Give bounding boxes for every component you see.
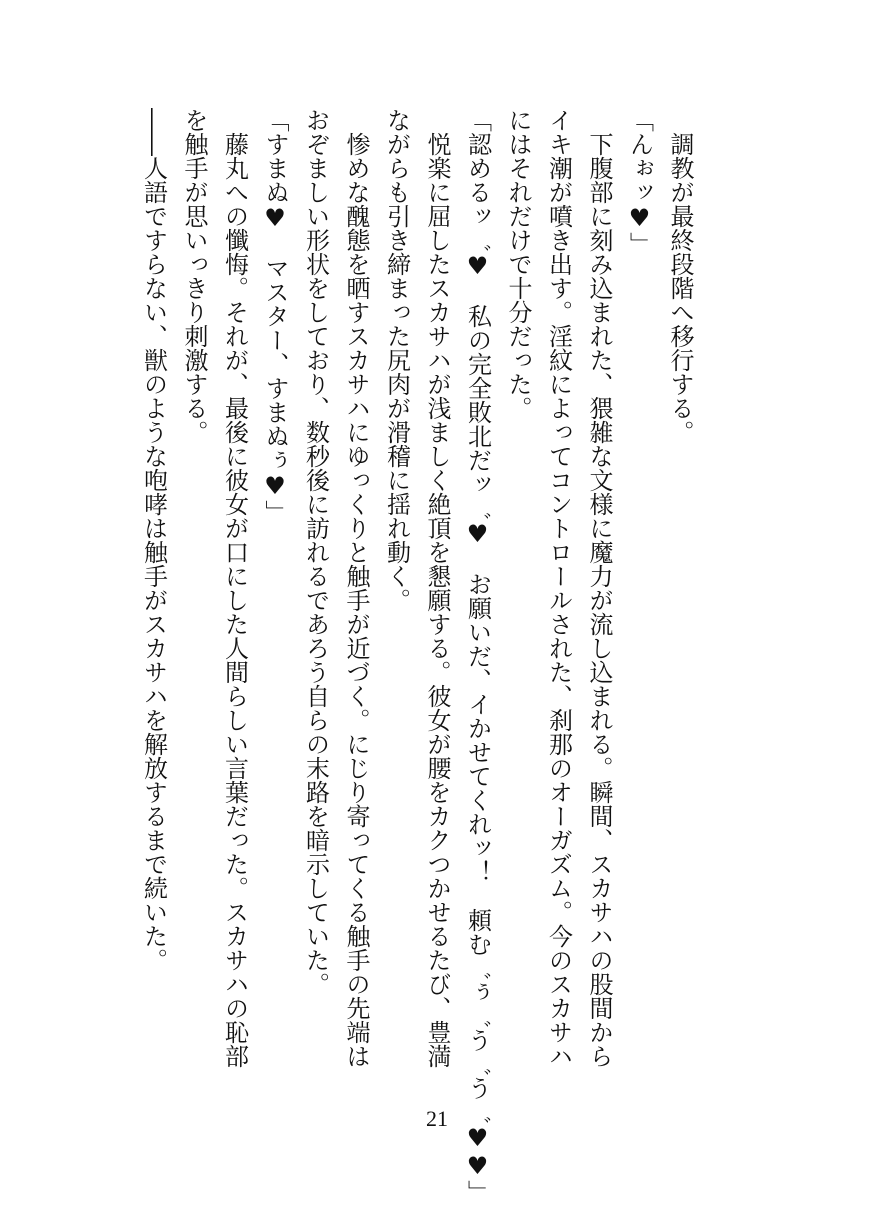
text-line: おぞましい形状をしており、数秒後に訪れるであろう自らの末路を暗示していた。 — [301, 108, 330, 996]
text-line: にはそれだけで十分だった。 — [504, 108, 532, 420]
text-line: イキ潮が噴き出す。淫紋によってコントロールされた、刹那のオーガズム。今のスカサハ — [544, 108, 573, 1068]
text-line: ながらも引き締まった尻肉が滑稽に揺れ動く。 — [382, 108, 411, 612]
text-line: 「すまぬ♥ マスター、すまぬぅ♥」 — [261, 108, 289, 524]
text-line: 「んぉッ♥」 — [625, 108, 654, 256]
text-line: ――人語ですらない、獣のような咆哮は触手がスカサハを解放するまで続いた。 — [139, 108, 168, 972]
text-line: を触手が思いっきり刺激する。 — [180, 108, 208, 444]
text-line: 悦楽に屈したスカサハが浅ましく絶頂を懇願する。彼女が腰をカクつかせるたび、豊満 — [423, 108, 451, 1068]
text-line: 調教が最終段階へ移行する。 — [666, 108, 694, 444]
page-number: 21 — [426, 1106, 448, 1131]
text-line: 藤丸への懺悔。それが、最後に彼女が口にした人間らしい言葉だった。スカサハの恥部 — [220, 108, 249, 1068]
text-line: 下腹部に刻み込まれた、猥雑な文様に魔力が流し込まれる。瞬間、スカサハの股間から — [585, 108, 613, 1068]
text-line: 惨めな醜態を晒すスカサハにゆっくりと触手が近づく。にじり寄ってくる触手の先端は — [342, 108, 370, 1068]
text-line: 「認めるッ゛♥ 私の完全敗北だッ゛♥ お願いだ、イかせてくれッ！ 頼む゛ぅ゛う゛う゛♥♥」 — [463, 108, 492, 1204]
